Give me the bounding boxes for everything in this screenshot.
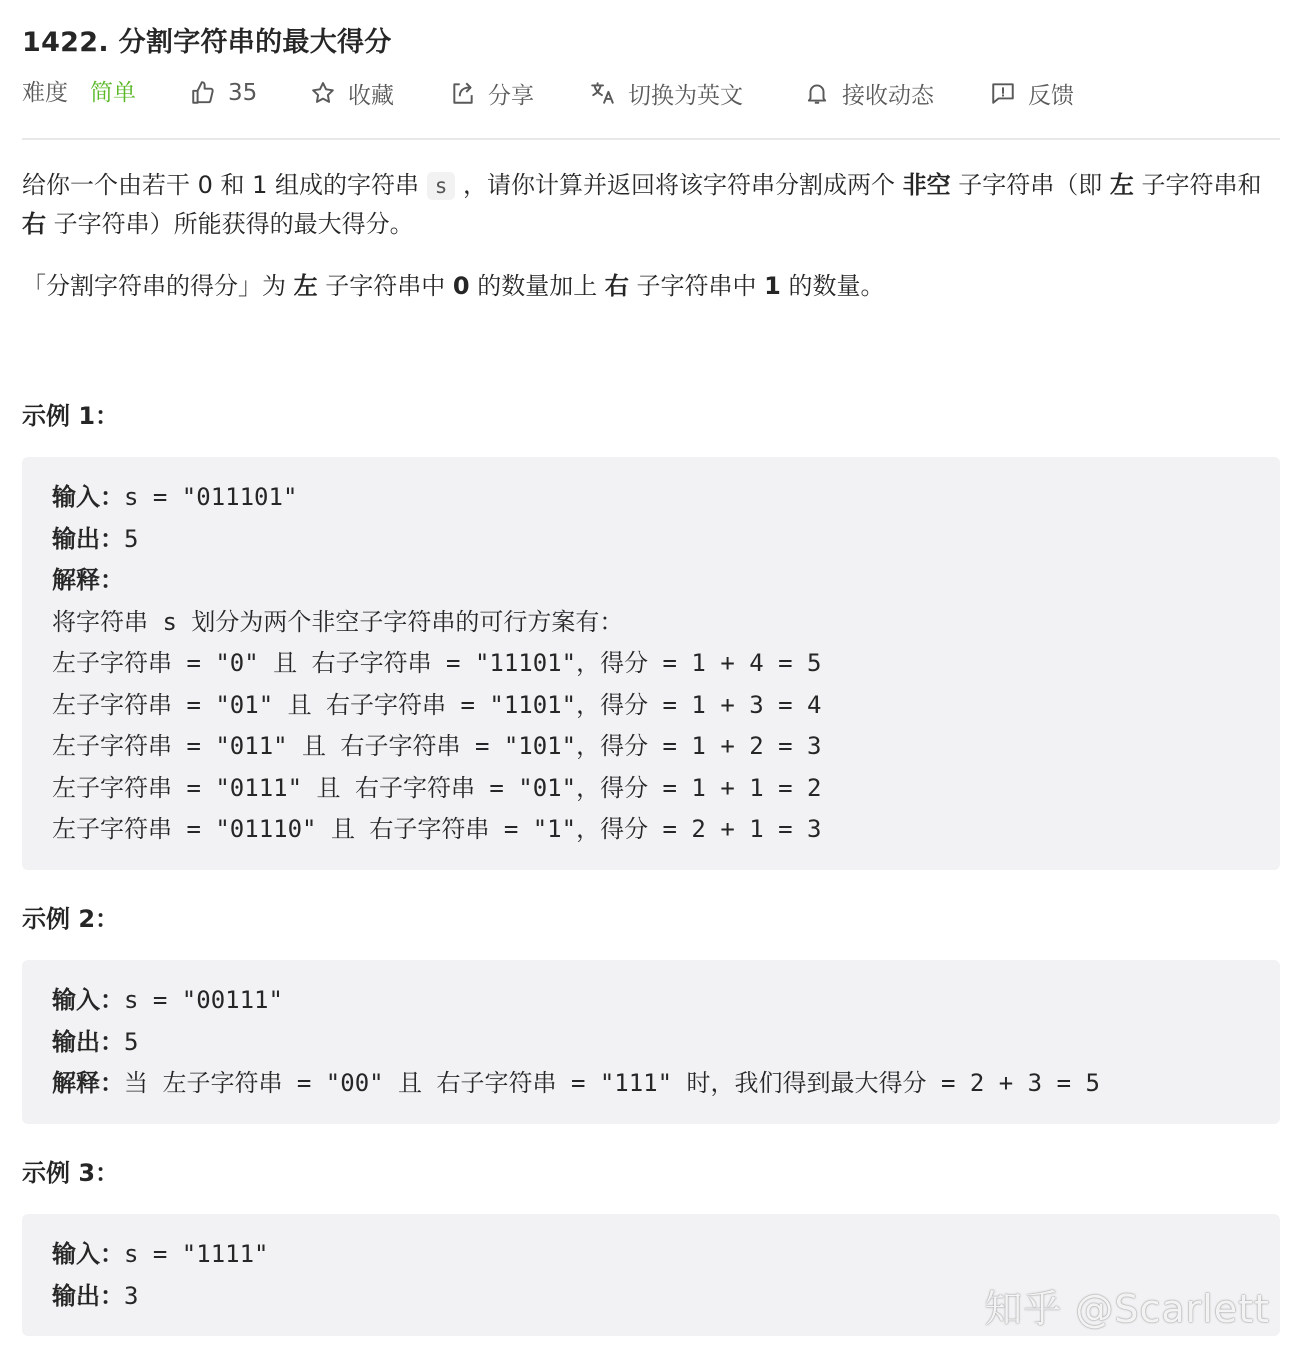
explain-line: 左子字符串 = "0" 且 右子字符串 = "11101"，得分 = 1 + 4 = 5: [52, 649, 822, 677]
output-value: 3: [124, 1281, 139, 1310]
desc-bold: 右: [604, 272, 629, 300]
output-label: 输出：: [52, 1027, 124, 1056]
example-2-block: [22, 960, 1280, 1124]
difficulty-label: 难度: [22, 80, 68, 106]
explain-text: 当 左子字符串 = "00" 且 右子字符串 = "111" 时，我们得到最大得分 = 2 + 3 = 5: [124, 1069, 1100, 1097]
header-divider: [22, 138, 1280, 140]
bell-icon: [804, 80, 830, 106]
desc-bold: 非空: [902, 171, 951, 199]
input-value: s = "1111": [124, 1240, 269, 1268]
desc-text: 子字符串中: [317, 272, 453, 300]
example-output-line: [52, 1022, 1250, 1064]
desc-text: 「分割字符串的得分」为: [22, 272, 294, 300]
example-1-block: [22, 457, 1280, 870]
output-label: 输出：: [52, 1281, 124, 1310]
desc-text: 的数量。: [780, 272, 885, 300]
feedback-button[interactable]: [990, 74, 1074, 112]
desc-bold: 0: [452, 272, 470, 300]
translate-button[interactable]: [590, 74, 743, 112]
desc-text: 子字符串）所能获得的最大得分。: [46, 210, 414, 238]
feedback-icon: [990, 80, 1016, 106]
desc-bold: 左: [293, 272, 318, 300]
difficulty-badge: 简单: [90, 80, 136, 106]
subscribe-button[interactable]: [804, 74, 934, 112]
example-2-title: 示例 2：: [22, 905, 120, 933]
desc-text: 的数量加上: [469, 272, 605, 300]
desc-text: 给你一个由若干 0 和 1 组成的字符串: [22, 171, 427, 199]
translate-label: 切换为英文: [628, 82, 743, 109]
like-count: 35: [228, 80, 258, 106]
desc-bold: 右: [22, 210, 46, 238]
description-paragraph-2: [22, 267, 1280, 305]
inline-code-s: s: [427, 172, 456, 200]
problem-title: 1422. 分割字符串的最大得分: [22, 27, 392, 58]
desc-bold: 1: [764, 272, 781, 300]
example-output-line: [52, 519, 1250, 561]
thumbs-up-icon: [190, 80, 216, 106]
explain-line: 左子字符串 = "01110" 且 右子字符串 = "1"，得分 = 2 + 1 = 3: [52, 815, 822, 843]
subscribe-label: 接收动态: [842, 82, 934, 109]
translate-icon: [590, 80, 616, 106]
desc-bold: 左: [1109, 171, 1134, 199]
example-1-title: 示例 1：: [22, 402, 120, 430]
problem-meta-bar: [22, 74, 1280, 112]
output-value: 5: [124, 524, 139, 553]
explain-label: 解释：: [52, 566, 124, 594]
share-icon: [450, 80, 476, 106]
example-explain-line: [52, 560, 1250, 602]
input-label: 输入：: [52, 483, 124, 511]
explain-line: 将字符串 s 划分为两个非空子字符串的可行方案有：: [52, 607, 624, 636]
explain-line: 左子字符串 = "01" 且 右子字符串 = "1101"，得分 = 1 + 3 = 4: [52, 690, 822, 719]
feedback-label: 反馈: [1028, 82, 1074, 109]
zhihu-watermark: 知乎 @Scarlett: [984, 1287, 1270, 1331]
example-input-line: [52, 1234, 1250, 1276]
desc-text: 子字符串和: [1133, 171, 1262, 199]
favorite-button[interactable]: [310, 74, 394, 112]
explain-label: 解释：: [52, 1069, 124, 1097]
output-label: 输出：: [52, 524, 124, 553]
output-value: 5: [124, 1027, 139, 1056]
explain-line: 左子字符串 = "0111" 且 右子字符串 = "01"，得分 = 1 + 1 = 2: [52, 773, 822, 802]
input-value: s = "011101": [124, 483, 298, 511]
example-input-line: [52, 477, 1250, 519]
share-label: 分享: [488, 82, 534, 109]
example-3-title: 示例 3：: [22, 1159, 120, 1187]
input-label: 输入：: [52, 1240, 124, 1268]
example-explain-line: [52, 1063, 1250, 1105]
explain-line: 左子字符串 = "011" 且 右子字符串 = "101"，得分 = 1 + 2 = 3: [52, 732, 822, 760]
input-label: 输入：: [52, 986, 124, 1014]
description-paragraph-1: [22, 166, 1280, 243]
share-button[interactable]: [450, 74, 534, 112]
favorite-label: 收藏: [348, 82, 394, 109]
example-input-line: [52, 980, 1250, 1022]
desc-text: ，请你计算并返回将该字符串分割成两个: [455, 171, 903, 199]
desc-text: 子字符串（即: [950, 171, 1110, 199]
like-button[interactable]: [190, 74, 257, 112]
desc-text: 子字符串中: [628, 272, 765, 300]
star-icon: [310, 80, 336, 106]
input-value: s = "00111": [124, 986, 283, 1014]
